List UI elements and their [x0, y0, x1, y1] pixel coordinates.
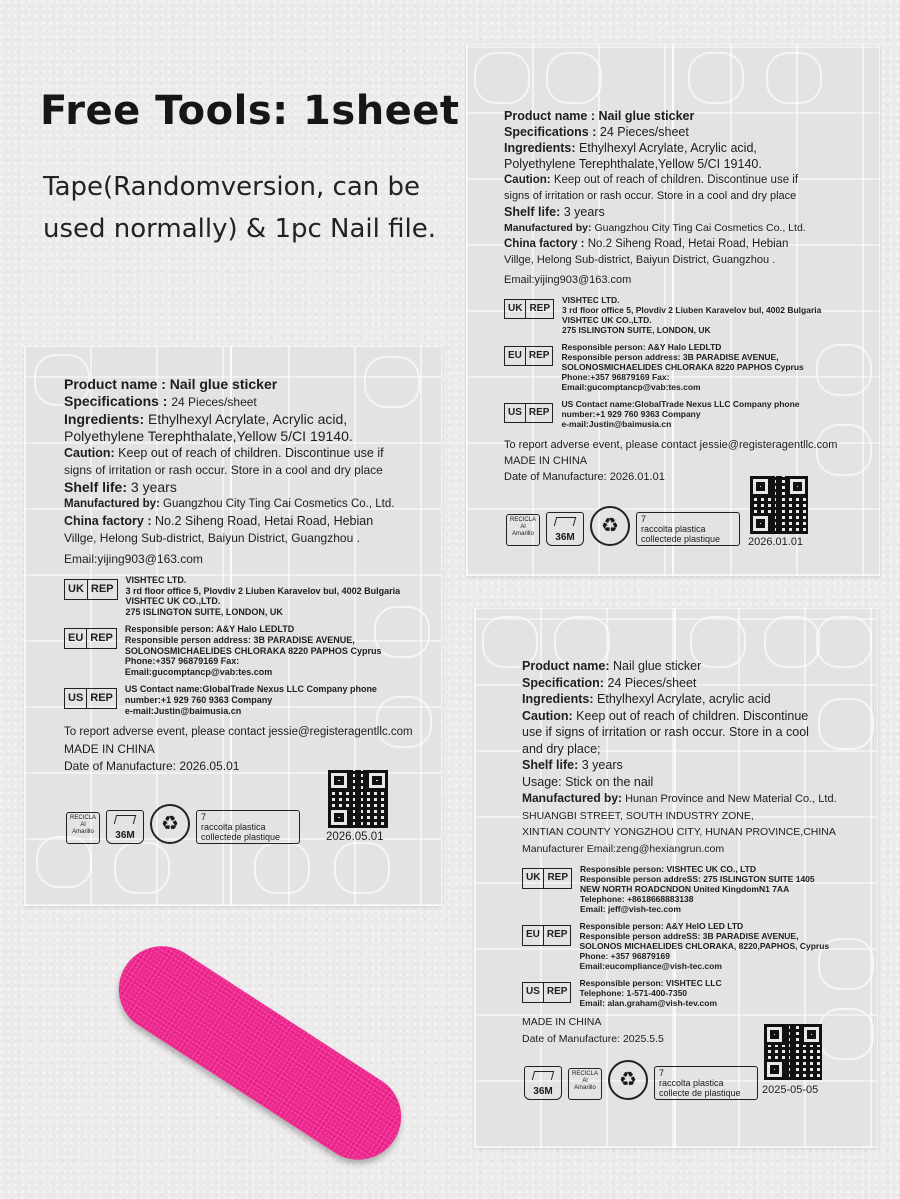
- mfr-label: Manufactured by:: [504, 222, 592, 234]
- eu-rep-block: EU REP Responsible person: A&Y Halo LEDLTD Responsible person address: 3B PARADISE AVENUE, SOLONOSMICHAELIDES CHLORAKA 8220 PAPHOS Cyprus Phone:+357 96879169 Fax: Email:gucomptancp@vab:tes.com: [504, 342, 837, 392]
- pao-jar-icon: 36M: [546, 512, 584, 546]
- shelf-value: 3 years: [581, 758, 623, 772]
- spec-value: 24 Pieces/sheet: [171, 395, 257, 409]
- ingredients-label: Ingredients:: [64, 411, 145, 427]
- qr-date: 2026.01.01: [748, 536, 804, 548]
- label-print: [522, 658, 837, 1047]
- ingredients-label: Ingredients:: [504, 141, 576, 155]
- made-in-text: MADE IN CHINA: [522, 1016, 602, 1029]
- eu-rep-badge: EU REP: [522, 925, 571, 946]
- caution-value: Keep out of reach of children. Discontinue use if: [553, 174, 799, 186]
- product-value: Nail glue sticker: [169, 376, 278, 392]
- us-rep-badge: US REP: [522, 982, 571, 1003]
- shelf-label: Shelf life:: [504, 205, 561, 219]
- factory-label: China factory :: [64, 514, 152, 528]
- qr-code: [764, 1024, 822, 1080]
- spec-value: 24 Pieces/sheet: [607, 675, 697, 690]
- made-in-text: MADE IN CHINA: [64, 742, 155, 757]
- recycling-symbols: [66, 804, 300, 844]
- us-rep-block: US REP US Contact name:GlobalTrade Nexus LLC Company phone number:+1 929 760 9363 Company e-mail:Justin@baimusia.cn: [64, 684, 413, 716]
- product-label: Product name :: [504, 109, 595, 123]
- eu-rep-block: EU REP Responsible person: A&Y Halo LEDLTD Responsible person address: 3B PARADISE AVENUE, SOLONOSMICHAELIDES CHLORAKA 8220 PAPHOS Cyprus Phone:+357 96879169 Fax: Email:gucomptancp@vab:tes.com: [64, 624, 413, 677]
- product-label: Product name:: [522, 659, 610, 673]
- mfr-value: Hunan Province and New Material Co., Ltd.: [625, 793, 837, 805]
- email: Email:yijing903@163.com: [504, 274, 632, 286]
- product-label: Product name :: [64, 376, 166, 392]
- product-value: Nail glue sticker: [613, 659, 702, 673]
- uk-rep-block: UK REP Responsible person: VISHTEC UK CO., LTD Responsible person addreSS: 275 ISLINGTON SUITE 1405 NEW NORTH ROADCNDON United KingdomN1 7AA Telephone: +8618668883138 Email: jeff@vish-tec.com: [522, 864, 837, 914]
- tidyman-icon: ♻: [608, 1060, 648, 1100]
- uk-rep-badge: UK REP: [522, 868, 572, 889]
- qr-code: [750, 476, 808, 534]
- caution-label: Caution:: [64, 446, 115, 460]
- raccolta-icon: 7 raccolta plastica collecte de plastique: [654, 1066, 758, 1100]
- mfr-label: Manufactured by:: [64, 498, 160, 510]
- recicla-icon: RECICLA Al Amarillo: [506, 514, 540, 546]
- mfr-value: Guangzhou City Ting Cai Cosmetics Co., Ltd.: [594, 222, 806, 234]
- factory-value: No.2 Siheng Road, Hetai Road, Hebian: [155, 514, 374, 528]
- nail-file: [102, 930, 417, 1176]
- label-print: [504, 108, 837, 485]
- shelf-value: 3 years: [563, 205, 605, 219]
- headline: Free Tools: 1sheet: [40, 88, 460, 134]
- date-of-manufacture: Date of Manufacture: 2025.5.5: [522, 1032, 664, 1045]
- tape-sheet-left: [24, 346, 442, 906]
- adverse-event-text: To report adverse event, please contact jessie@registeragentllc.com: [64, 726, 413, 739]
- date-of-manufacture: Date of Manufacture: 2026.01.01: [504, 471, 665, 484]
- eu-rep-block: EU REP Responsible person: A&Y HelO LED LTD Responsible person addreSS: 3B PARADISE AVENUE, SOLONOS MICHAELIDES CHLORAKA, 8220,PAPHOS, Cyprus Phone: +357 96879169 Email:eucompliance@vish-tec.com: [522, 921, 837, 971]
- usage-text: Usage: Stick on the nail: [522, 774, 654, 789]
- email: Email:yijing903@163.com: [64, 552, 203, 566]
- eu-rep-badge: EU REP: [504, 346, 553, 366]
- mfr-email: Manufacturer Email:zeng@hexiangrun.com: [522, 842, 725, 855]
- subtext: Tape(Randomversion, can be used normally) & 1pc Nail file.: [43, 172, 437, 244]
- shelf-label: Shelf life:: [522, 758, 579, 772]
- factory-value-2: Villge, Helong Sub-district, Baiyun District, Guangzhou .: [64, 531, 360, 545]
- ingredients-value: Ethylhexyl Acrylate, acrylic acid: [597, 692, 771, 706]
- spec-label: Specifications :: [64, 393, 168, 409]
- us-rep-badge: US REP: [504, 403, 553, 423]
- adverse-event-text: To report adverse event, please contact jessie@registeragentllc.com: [504, 439, 838, 452]
- ingredients-value: Ethylhexyl Acrylate, Acrylic acid,: [579, 141, 757, 155]
- mfr-value-3: XINTIAN COUNTY YONGZHOU CITY, HUNAN PROVINCE,CHINA: [522, 826, 836, 838]
- qr-date: 2026.05.01: [326, 831, 384, 843]
- qr-code: [328, 770, 388, 828]
- recycling-symbols: [506, 506, 740, 546]
- recycling-symbols: [524, 1060, 758, 1100]
- caution-label: Caution:: [504, 174, 551, 186]
- uk-rep-badge: UK REP: [504, 299, 554, 319]
- mfr-label: Manufactured by:: [522, 791, 623, 805]
- shelf-value: 3 years: [130, 479, 177, 495]
- pao-jar-icon: 36M: [106, 810, 144, 844]
- date-of-manufacture: Date of Manufacture: 2026.05.01: [64, 759, 240, 774]
- factory-value: No.2 Siheng Road, Hetai Road, Hebian: [587, 238, 789, 250]
- uk-rep-block: UK REP VISHTEC LTD. 3 rd floor office 5, Plovdiv 2 Liuben Karavelov bul, 4002 Bulgaria VISHTEC UK CO.,LTD. 275 ISLINGTON SUITE, LONDON, UK: [504, 295, 837, 335]
- ingredients-label: Ingredients:: [522, 692, 594, 706]
- us-rep-badge: US REP: [64, 688, 117, 709]
- mfr-value-2: SHUANGBI STREET, SOUTH INDUSTRY ZONE,: [522, 809, 754, 822]
- recicla-icon: RECICLA Al Amarillo: [568, 1068, 602, 1100]
- tidyman-icon: ♻: [150, 804, 190, 844]
- spec-label: Specification:: [522, 675, 604, 690]
- caution-value-2: use if signs of irritation or rash occur. Store in a cool: [522, 725, 809, 739]
- product-value: Nail glue sticker: [598, 109, 695, 123]
- qr-date: 2025-05-05: [762, 1084, 819, 1096]
- shelf-label: Shelf life:: [64, 479, 128, 495]
- tape-sheet-top-right: [466, 44, 880, 576]
- caution-value-3: and dry place;: [522, 741, 601, 756]
- tidyman-icon: ♻: [590, 506, 630, 546]
- recicla-icon: RECICLA Al Amarillo: [66, 812, 100, 844]
- factory-value-2: Villge, Helong Sub-district, Baiyun District, Guangzhou .: [504, 254, 776, 266]
- raccolta-icon: 7 raccolta plastica collectede plastique: [196, 810, 300, 844]
- mfr-value: Guangzhou City Ting Cai Cosmetics Co., Ltd.: [163, 498, 395, 510]
- tape-sheet-bottom-right: [474, 608, 878, 1148]
- eu-rep-badge: EU REP: [64, 628, 117, 649]
- pao-jar-icon: 36M: [524, 1066, 562, 1100]
- us-rep-block: US REP US Contact name:GlobalTrade Nexus LLC Company phone number:+1 929 760 9363 Company e-mail:Justin@baimusia.cn: [504, 399, 837, 429]
- us-rep-block: US REP Responsible person: VISHTEC LLC Telephone: 1-571-400-7350 Email: alan.graham@vish-tev.com: [522, 978, 837, 1008]
- caution-value-2: signs of irritation or rash occur. Store in a cool and dry place: [64, 463, 383, 477]
- caution-value: Keep out of reach of children. Discontinue use if: [118, 446, 384, 460]
- ingredients-value-2: Polyethylene Terephthalate,Yellow 5/CI 19140.: [504, 157, 762, 171]
- spec-label: Specifications :: [504, 125, 597, 139]
- spec-value: 24 Pieces/sheet: [599, 125, 689, 139]
- label-print: [64, 376, 413, 775]
- raccolta-icon: 7 raccolta plastica collectede plastique: [636, 512, 740, 546]
- caution-value: Keep out of reach of children. Discontinue: [576, 708, 809, 723]
- ingredients-value-2: Polyethylene Terephthalate,Yellow 5/CI 19140.: [64, 428, 353, 444]
- uk-rep-block: UK REP VISHTEC LTD. 3 rd floor office 5, Plovdiv 2 Liuben Karavelov bul, 4002 Bulgaria VISHTEC UK CO.,LTD. 275 ISLINGTON SUITE, LONDON, UK: [64, 575, 413, 617]
- made-in-text: MADE IN CHINA: [504, 455, 588, 468]
- ingredients-value: Ethylhexyl Acrylate, Acrylic acid,: [148, 411, 348, 427]
- caution-label: Caution:: [522, 708, 573, 723]
- caution-value-2: signs of irritation or rash occur. Store in a cool and dry place: [504, 190, 797, 202]
- uk-rep-badge: UK REP: [64, 579, 118, 600]
- factory-label: China factory :: [504, 238, 585, 250]
